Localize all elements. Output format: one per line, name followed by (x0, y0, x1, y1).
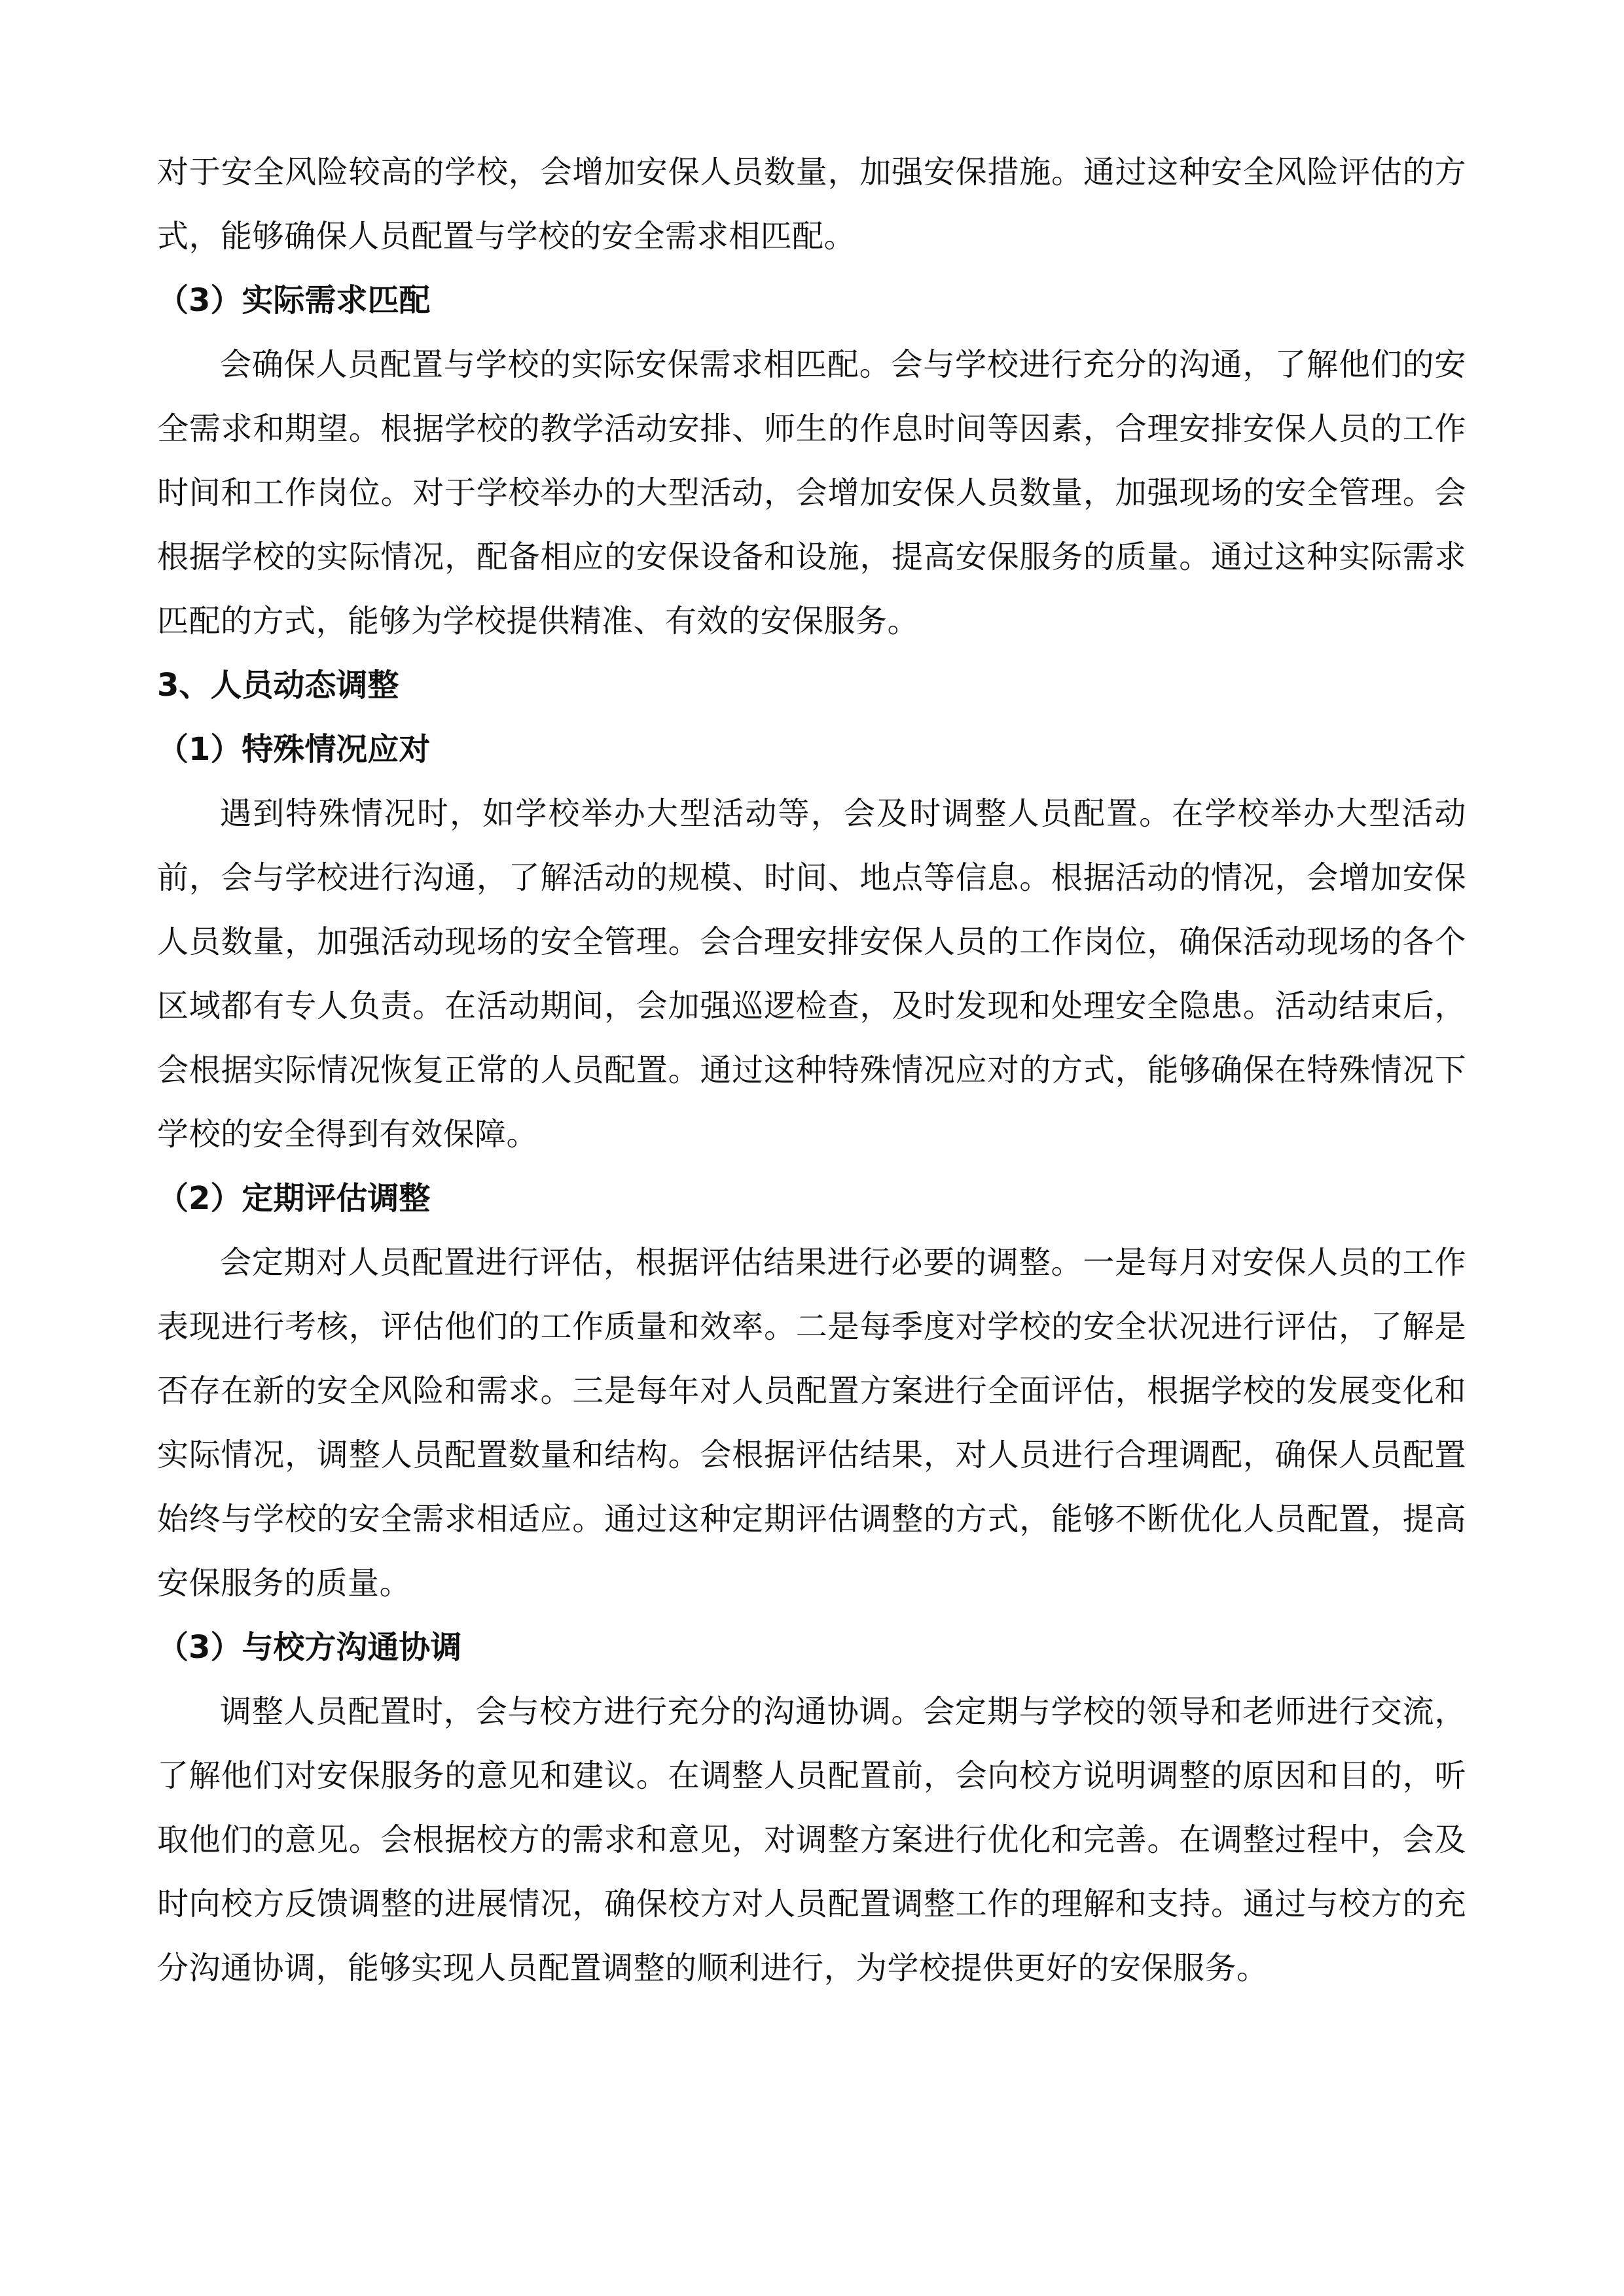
subheading-actual-demand-matching: （3）实际需求匹配 (157, 282, 431, 319)
paragraph-school-communication: 调整人员配置时，会与校方进行充分的沟通协调。会定期与学校的领导和老师进行交流，了解他们对安保服务的意见和建议。在调整人员配置前，会向校方说明调整的原因和目的，听取他们的意见。会根据校方的需求和意见，对调整方案进行优化和完善。在调整过程中，会及时向校方反馈调整的进展情况，确保校方对人员配置调整工作的理解和支持。通过与校方的充分沟通协调，能够实现人员配置调整的顺利进行，为学校提供更好的安保服务。 (157, 1693, 1466, 1986)
paragraph-special-situations: 遇到特殊情况时，如学校举办大型活动等，会及时调整人员配置。在学校举办大型活动前，会与学校进行沟通，了解活动的规模、时间、地点等信息。根据活动的情况，会增加安保人员数量，加强活动现场的安全管理。会合理安排安保人员的工作岗位，确保活动现场的各个区域都有专人负责。在活动期间，会加强巡逻检查，及时发现和处理安全隐患。活动结束后，会根据实际情况恢复正常的人员配置。通过这种特殊情况应对的方式，能够确保在特殊情况下学校的安全得到有效保障。 (157, 795, 1466, 1153)
subheading-periodic-evaluation: （2）定期评估调整 (157, 1180, 431, 1217)
subheading-school-communication: （3）与校方沟通协调 (157, 1629, 462, 1666)
document-body (157, 140, 1466, 2000)
paragraph-periodic-evaluation: 会定期对人员配置进行评估，根据评估结果进行必要的调整。一是每月对安保人员的工作表现进行考核，评估他们的工作质量和效率。二是每季度对学校的安全状况进行评估，了解是否存在新的安全风险和需求。三是每年对人员配置方案进行全面评估，根据学校的发展变化和实际情况，调整人员配置数量和结构。会根据评估结果，对人员进行合理调配，确保人员配置始终与学校的安全需求相适应。通过这种定期评估调整的方式，能够不断优化人员配置，提高安保服务的质量。 (157, 1244, 1466, 1602)
paragraph-actual-demand-matching: 会确保人员配置与学校的实际安保需求相匹配。会与学校进行充分的沟通，了解他们的安全需求和期望。根据学校的教学活动安排、师生的作息时间等因素，合理安排安保人员的工作时间和工作岗位。对于学校举办的大型活动，会增加安保人员数量，加强现场的安全管理。会根据学校的实际情况，配备相应的安保设备和设施，提高安保服务的质量。通过这种实际需求匹配的方式，能够为学校提供精准、有效的安保服务。 (157, 346, 1466, 639)
subheading-special-situations: （1）特殊情况应对 (157, 731, 431, 768)
paragraph-intro: 对于安全风险较高的学校，会增加安保人员数量，加强安保措施。通过这种安全风险评估的方式，能够确保人员配置与学校的安全需求相匹配。 (157, 154, 1466, 255)
section-heading-dynamic-adjustment: 3、人员动态调整 (157, 667, 399, 704)
